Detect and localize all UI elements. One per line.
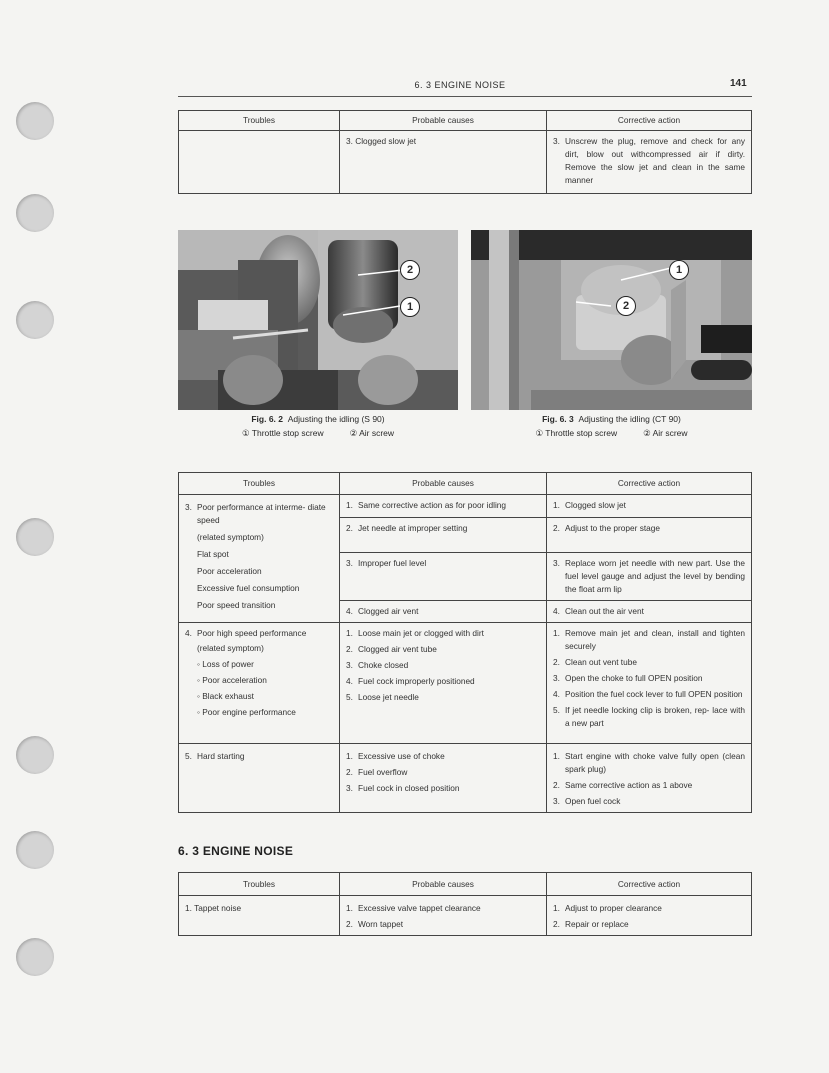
caption-fig-6-3 — [471, 414, 752, 439]
binder-hole — [16, 194, 54, 232]
col-header-causes: Probable causes — [340, 473, 547, 495]
running-header: 6. 3 ENGINE NOISE — [414, 80, 506, 90]
col-header-action: Corrective action — [547, 111, 752, 131]
page-number: 141 — [730, 78, 747, 89]
cell-action: 1. Clogged slow jet — [547, 495, 752, 518]
col-header-causes: Probable causes — [340, 111, 547, 131]
fig-title: Adjusting the idling (S 90) — [287, 414, 385, 424]
fig-label: Fig. 6. 2 — [251, 414, 284, 424]
fig-title: Adjusting the idling (CT 90) — [578, 414, 681, 424]
cell-actions-list: 1. Adjust to proper clearance 2. Repair or replace — [547, 896, 752, 936]
cell-cause: 2. Jet needle at improper setting — [340, 518, 547, 553]
cell-action: 3. Replace worn jet needle with new part. Use the fuel level gauge and adjust the level by bending the float arm lip — [547, 553, 752, 601]
legend-air-screw: ② Air screw — [643, 428, 688, 438]
legend-throttle-stop: ① Throttle stop screw — [241, 428, 324, 438]
binder-hole — [16, 518, 54, 556]
cell-cause: 1. Same corrective action as for poor idling — [340, 495, 547, 518]
col-header-troubles: Troubles — [179, 873, 340, 896]
section-heading: 6. 3 ENGINE NOISE — [178, 844, 294, 858]
fig-label: Fig. 6. 3 — [542, 414, 574, 424]
callout-2-ct90: 2 — [616, 296, 636, 316]
legend-air-screw: ② Air screw — [349, 428, 395, 438]
cell-trouble: 1. Tappet noise — [179, 896, 340, 936]
binder-hole — [16, 736, 54, 774]
col-header-troubles: Troubles — [179, 111, 340, 131]
callout-2-s90: 2 — [400, 260, 420, 280]
cell-cause: 3. Improper fuel level — [340, 553, 547, 601]
binder-hole — [16, 831, 54, 869]
cell-causes-list: 1. Loose main jet or clogged with dirt 2. Clogged air vent tube 3. Choke closed 4. Fuel cock improperly positioned 5. Loose jet needle — [340, 623, 547, 744]
cell-trouble-4: 4. Poor high speed performance (related symptom) ◦ Loss of power ◦ Poor acceleration ◦ Black exhaust ◦ Poor engine performance — [179, 623, 340, 744]
photo-s90-carburetor — [178, 230, 458, 410]
cell-trouble-5: 5. Hard starting — [179, 744, 340, 813]
trouble-table-main — [178, 472, 752, 813]
cell-causes-list: 1. Excessive valve tappet clearance 2. Worn tappet — [340, 896, 547, 936]
header-rule — [178, 96, 752, 97]
cell-action: 2. Adjust to the proper stage — [547, 518, 752, 553]
cell-action: 3. Unscrew the plug, remove and check for any dirt, blow out withcompressed air if dirty. Remove the slow jet and clean in the same manner — [547, 131, 752, 194]
legend-throttle-stop: ① Throttle stop screw — [535, 428, 618, 438]
cell-trouble-empty — [179, 131, 340, 194]
photo-s90-illustration — [178, 230, 458, 410]
caption-fig-6-2 — [178, 414, 458, 439]
binder-hole — [16, 301, 54, 339]
col-header-action: Corrective action — [547, 473, 752, 495]
cell-actions-list: 1. Start engine with choke valve fully open (clean spark plug) 2. Same corrective action as 1 above 3. Open fuel cock — [547, 744, 752, 813]
engine-noise-table — [178, 872, 752, 936]
photo-ct90-illustration — [471, 230, 752, 410]
photo-ct90-carburetor — [471, 230, 752, 410]
col-header-troubles: Troubles — [179, 473, 340, 495]
col-header-causes: Probable causes — [340, 873, 547, 896]
callout-1-s90: 1 — [400, 297, 420, 317]
cell-action: 4. Clean out the air vent — [547, 601, 752, 623]
cell-cause: 3. Clogged slow jet — [340, 131, 547, 194]
cell-cause: 4. Clogged air vent — [340, 601, 547, 623]
trouble-table-continued — [178, 110, 752, 194]
cell-causes-list: 1. Excessive use of choke 2. Fuel overflow 3. Fuel cock in closed position — [340, 744, 547, 813]
binder-hole — [16, 938, 54, 976]
cell-trouble-3: 3. Poor performance at interme- diate speed (related symptom) Flat spot Poor acceleration Excessive fuel consumption Poor speed transition — [179, 495, 340, 623]
binder-hole — [16, 102, 54, 140]
col-header-action: Corrective action — [547, 873, 752, 896]
cell-actions-list: 1. Remove main jet and clean, install and tighten securely 2. Clean out vent tube 3. Open the choke to full OPEN position 4. Position the fuel cock lever to full OPEN position 5. If jet needle locking clip is broken, rep- lace with a new part — [547, 623, 752, 744]
callout-1-ct90: 1 — [669, 260, 689, 280]
